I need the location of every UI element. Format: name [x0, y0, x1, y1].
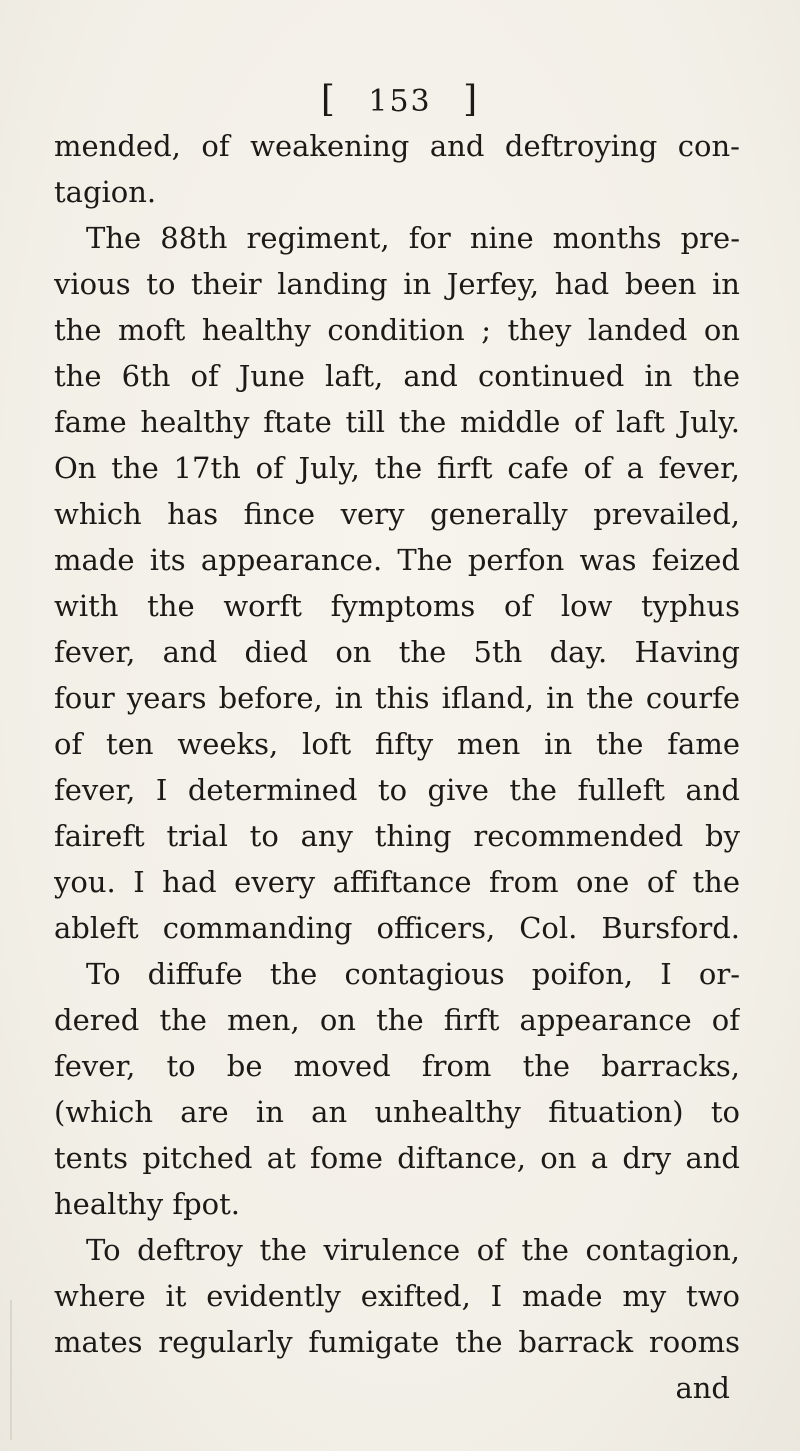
text-line: fever, I determined to give the fulleft and — [54, 773, 740, 807]
text-line: with the worft fymptoms of low typhus — [54, 589, 740, 623]
text-line: mended, of weakening and deftroying con- — [54, 129, 740, 163]
text-line: where it evidently exifted, I made my two — [54, 1279, 740, 1313]
page-number: 153 — [368, 84, 432, 119]
text-line: To deftroy the virulence of the contagion, — [86, 1233, 740, 1267]
text-line: you. I had every affiftance from one of the — [54, 865, 740, 899]
text-line: The 88th regiment, for nine months pre- — [86, 221, 740, 255]
text-line: To diffufe the contagious poifon, I or- — [86, 957, 740, 991]
text-line: which has fince very generally prevailed, — [54, 497, 740, 531]
header-bracket-open: [ — [320, 79, 337, 120]
text-line: ableft commanding officers, Col. Bursford. — [54, 911, 740, 945]
text-line: dered the men, on the firft appearance of — [54, 1003, 740, 1037]
text-line: the moft healthy condition ; they landed on — [54, 313, 740, 347]
text-line: faireft trial to any thing recommended by — [54, 819, 740, 853]
text-line: the 6th of June laft, and continued in the — [54, 359, 740, 393]
text-line: fever, to be moved from the barracks, — [54, 1049, 740, 1083]
page-body — [54, 123, 740, 1411]
text-line: tagion. — [54, 175, 157, 209]
text-line: made its appearance. The perfon was feized — [54, 543, 740, 577]
page-header — [0, 79, 800, 120]
text-line: mates regularly fumigate the barrack rooms — [54, 1325, 740, 1359]
text-line: four years before, in this ifland, in the courfe — [54, 681, 740, 715]
text-line: fame healthy ftate till the middle of laft July. — [54, 405, 740, 439]
text-line: healthy fpot. — [54, 1187, 240, 1221]
catchword: and — [675, 1371, 730, 1405]
text-line: On the 17th of July, the firft cafe of a fever, — [54, 451, 740, 485]
binding-shadow — [10, 1300, 12, 1440]
text-line: of ten weeks, loft fifty men in the fame — [54, 727, 740, 761]
text-line: vious to their landing in Jerfey, had been in — [54, 267, 740, 301]
header-bracket-close: ] — [463, 79, 480, 120]
text-line: tents pitched at fome diftance, on a dry and — [54, 1141, 740, 1175]
text-line: (which are in an unhealthy fituation) to — [54, 1095, 740, 1129]
text-line: fever, and died on the 5th day. Having — [54, 635, 740, 669]
